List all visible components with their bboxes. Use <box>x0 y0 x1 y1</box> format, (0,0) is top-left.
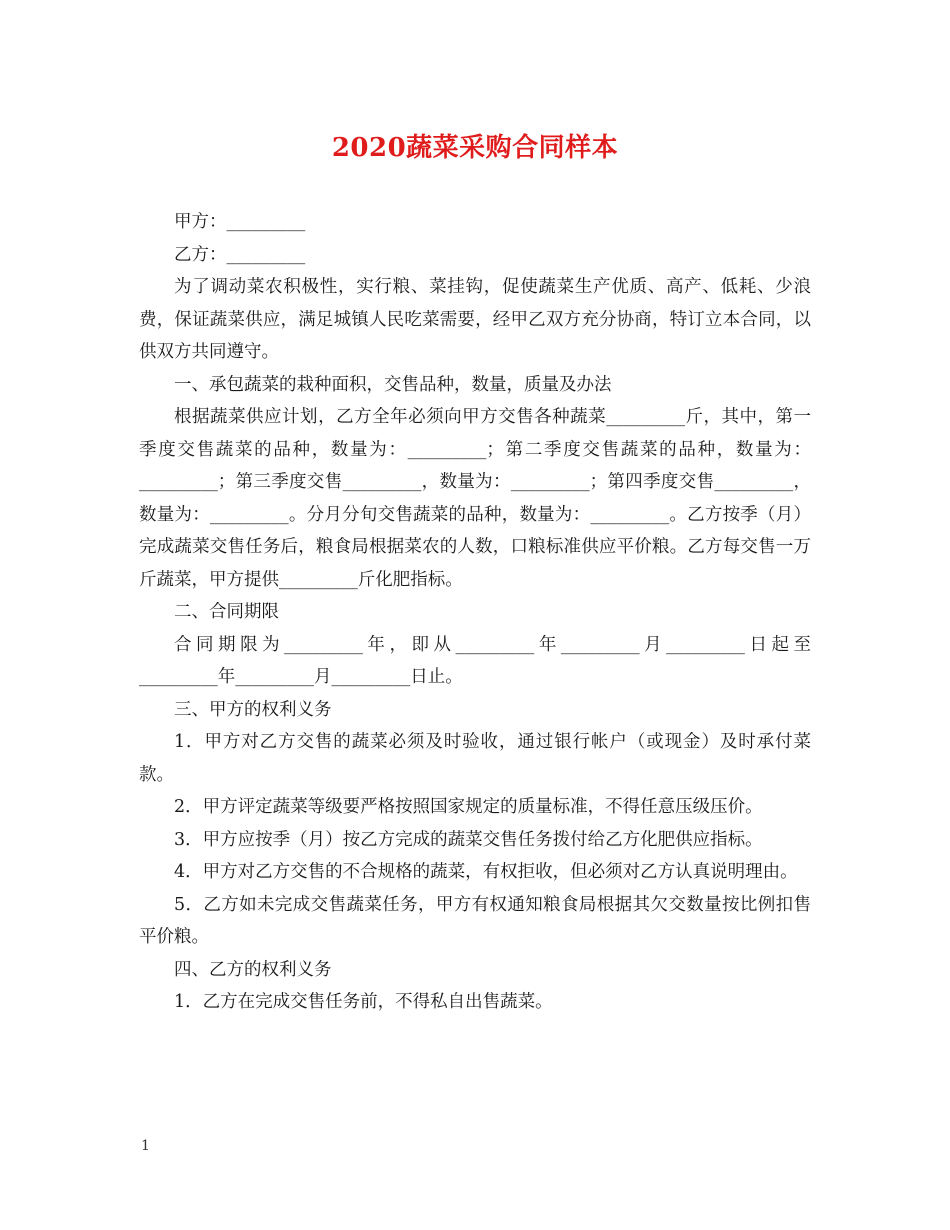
section-3-item-4: 4．甲方对乙方交售的不合规格的蔬菜，有权拒收，但必须对乙方认真说明理由。 <box>174 862 798 882</box>
document-body <box>139 206 811 1019</box>
preamble-paragraph: 为了调动菜农积极性，实行粮、菜挂钩，促使蔬菜生产优质、高产、低耗、少浪费，保证蔬菜供应，满足城镇人民吃菜需要，经甲乙双方充分协商，特订立本合同，以供双方共同遵守。 <box>139 277 811 362</box>
party-a-line: 甲方：_________ <box>174 212 306 232</box>
section-3-item-3: 3．甲方应按季（月）按乙方完成的蔬菜交售任务拨付给乙方化肥供应指标。 <box>174 829 763 850</box>
page-number: 1 <box>141 1138 150 1154</box>
section-4-item-1: 1．乙方在完成交售任务前，不得私自出售蔬菜。 <box>174 992 553 1012</box>
section-2-paragraph: 合同期限为_________年，即从_________年_________月_________日起至_________年_________月_________日止。 <box>139 634 811 687</box>
section-heading-1: 一、承包蔬菜的栽种面积，交售品种，数量，质量及办法 <box>174 374 612 395</box>
section-heading-4: 四、乙方的权利义务 <box>174 959 332 980</box>
section-3-item-2: 2．甲方评定蔬菜等级要严格按照国家规定的质量标准，不得任意压级压价。 <box>174 797 763 817</box>
document-title: 2020蔬菜采购合同样本 <box>331 133 619 163</box>
section-heading-2: 二、合同期限 <box>174 602 279 622</box>
section-3-item-5: 5．乙方如未完成交售蔬菜任务，甲方有权通知粮食局根据其欠交数量按比例扣售平价粮。 <box>139 894 811 947</box>
section-3-item-1: 1．甲方对乙方交售的蔬菜必须及时验收，通过银行帐户（或现金）及时承付菜款。 <box>139 732 811 785</box>
section-1-paragraph: 根据蔬菜供应计划，乙方全年必须向甲方交售各种蔬菜_________斤，其中，第一季度交售蔬菜的品种，数量为：_________；第二季度交售蔬菜的品种，数量为：_________；第三季度交售_________，数量为：_________；第四季度交售_________，数量为：_________。分月分旬交售蔬菜的品种，数量为：_________。乙方按季（月）完成蔬菜交售任务后，粮食局根据菜农的人数，口粮标准供应平价粮。乙方每交售一万斤蔬菜，甲方提供_________斤化肥指标。 <box>139 407 811 590</box>
section-heading-3: 三、甲方的权利义务 <box>174 699 332 720</box>
party-b-line: 乙方：_________ <box>174 244 306 265</box>
